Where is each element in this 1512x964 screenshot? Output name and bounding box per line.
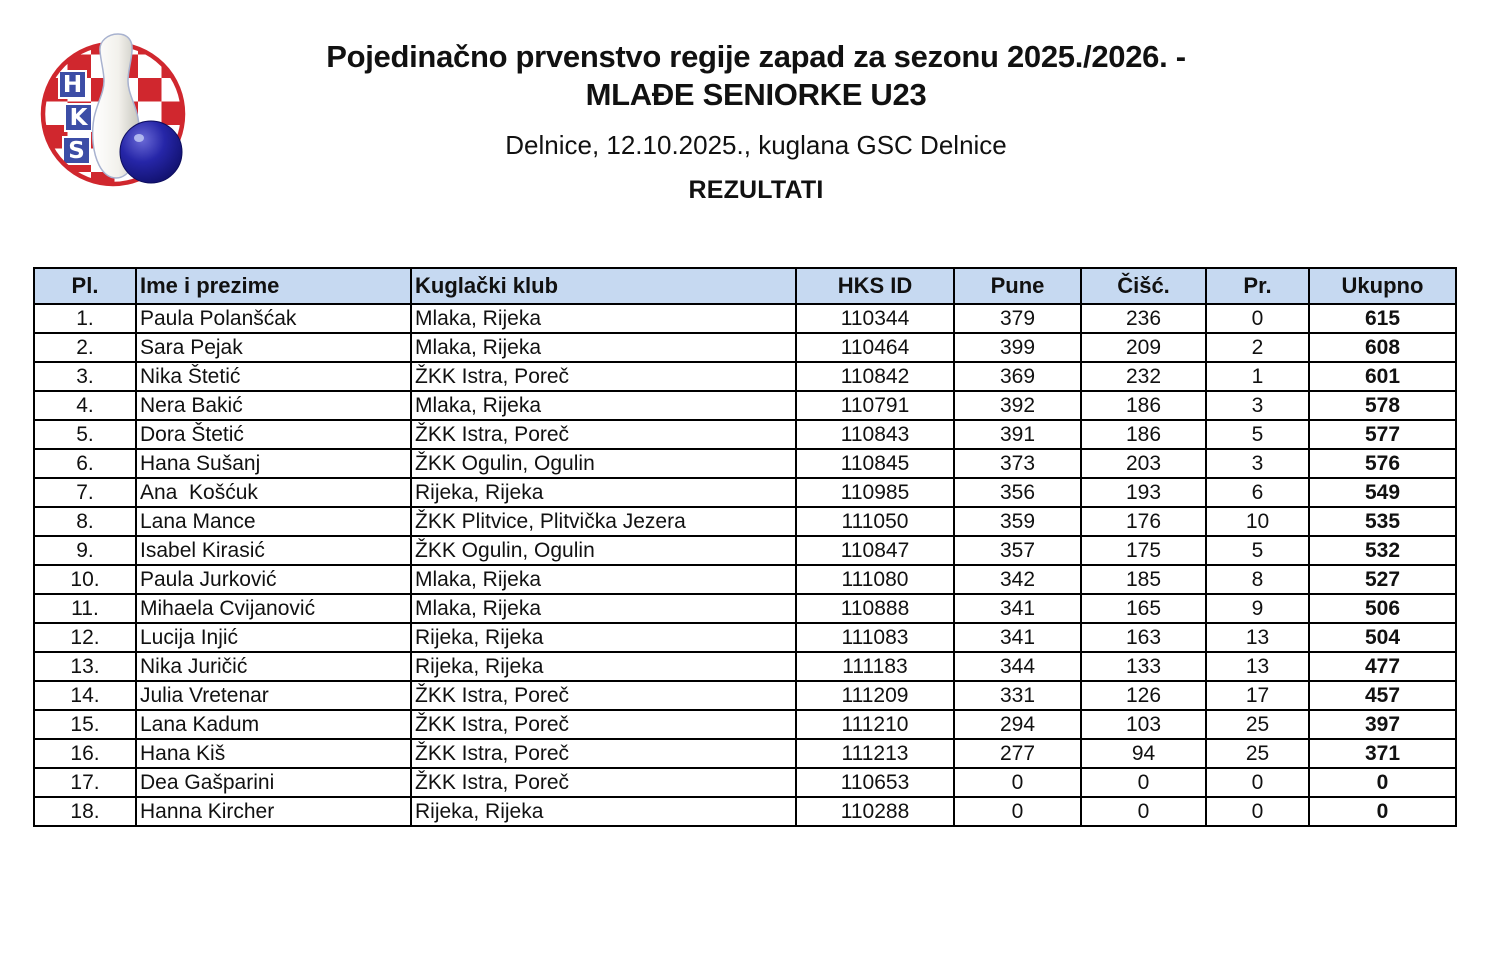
cell-pune: 356 [954, 478, 1081, 507]
cell-club: Rijeka, Rijeka [411, 797, 796, 826]
cell-pune: 294 [954, 710, 1081, 739]
column-header-hks-id: HKS ID [796, 268, 954, 304]
cell-ukupno: 578 [1309, 391, 1456, 420]
cell-cisc: 203 [1081, 449, 1206, 478]
cell-name: Julia Vretenar [136, 681, 411, 710]
cell-club: Rijeka, Rijeka [411, 623, 796, 652]
cell-pr: 3 [1206, 391, 1309, 420]
table-row [34, 768, 1456, 797]
table-row [34, 594, 1456, 623]
cell-club: Mlaka, Rijeka [411, 594, 796, 623]
table-row [34, 507, 1456, 536]
cell-cisc: 133 [1081, 652, 1206, 681]
cell-ukupno: 615 [1309, 304, 1456, 333]
cell-ukupno: 0 [1309, 768, 1456, 797]
cell-pr: 25 [1206, 710, 1309, 739]
cell-name: Nika Štetić [136, 362, 411, 391]
logo-letter-s: S [68, 138, 85, 164]
cell-name: Lucija Injić [136, 623, 411, 652]
cell-ukupno: 457 [1309, 681, 1456, 710]
cell-club: ŽKK Ogulin, Ogulin [411, 536, 796, 565]
column-header-cisc: Čišć. [1081, 268, 1206, 304]
cell-ukupno: 527 [1309, 565, 1456, 594]
cell-cisc: 193 [1081, 478, 1206, 507]
cell-place: 17. [34, 768, 136, 797]
cell-name: Sara Pejak [136, 333, 411, 362]
cell-place: 1. [34, 304, 136, 333]
table-row [34, 304, 1456, 333]
cell-hks-id: 111050 [796, 507, 954, 536]
cell-cisc: 165 [1081, 594, 1206, 623]
cell-pr: 2 [1206, 333, 1309, 362]
cell-club: Rijeka, Rijeka [411, 652, 796, 681]
cell-club: ŽKK Istra, Poreč [411, 681, 796, 710]
cell-pr: 8 [1206, 565, 1309, 594]
table-row [34, 333, 1456, 362]
cell-club: ŽKK Ogulin, Ogulin [411, 449, 796, 478]
cell-club: ŽKK Istra, Poreč [411, 362, 796, 391]
section-title: REZULTATI [688, 175, 824, 204]
cell-ukupno: 397 [1309, 710, 1456, 739]
cell-hks-id: 110653 [796, 768, 954, 797]
cell-ukupno: 477 [1309, 652, 1456, 681]
cell-ukupno: 601 [1309, 362, 1456, 391]
cell-club: ŽKK Istra, Poreč [411, 420, 796, 449]
cell-hks-id: 110791 [796, 391, 954, 420]
cell-pr: 0 [1206, 768, 1309, 797]
cell-cisc: 175 [1081, 536, 1206, 565]
cell-cisc: 0 [1081, 768, 1206, 797]
cell-ukupno: 371 [1309, 739, 1456, 768]
cell-ukupno: 549 [1309, 478, 1456, 507]
cell-hks-id: 111183 [796, 652, 954, 681]
table-row [34, 362, 1456, 391]
cell-pune: 344 [954, 652, 1081, 681]
cell-pune: 359 [954, 507, 1081, 536]
cell-ukupno: 608 [1309, 333, 1456, 362]
table-row [34, 681, 1456, 710]
cell-pr: 6 [1206, 478, 1309, 507]
page-title-line1: Pojedinačno prvenstvo regije zapad za sezonu 2025./2026. - [326, 39, 1186, 74]
cell-name: Paula Jurković [136, 565, 411, 594]
cell-pr: 25 [1206, 739, 1309, 768]
cell-hks-id: 111209 [796, 681, 954, 710]
cell-pr: 3 [1206, 449, 1309, 478]
cell-pune: 0 [954, 768, 1081, 797]
cell-name: Dea Gašparini [136, 768, 411, 797]
cell-pune: 277 [954, 739, 1081, 768]
cell-place: 14. [34, 681, 136, 710]
page-title-line2: MLAĐE SENIORKE U23 [585, 76, 927, 112]
cell-pr: 10 [1206, 507, 1309, 536]
cell-pune: 379 [954, 304, 1081, 333]
cell-club: ŽKK Istra, Poreč [411, 768, 796, 797]
cell-hks-id: 111210 [796, 710, 954, 739]
cell-club: Mlaka, Rijeka [411, 304, 796, 333]
cell-hks-id: 110985 [796, 478, 954, 507]
cell-cisc: 94 [1081, 739, 1206, 768]
cell-name: Nika Juričić [136, 652, 411, 681]
cell-name: Lana Mance [136, 507, 411, 536]
cell-ukupno: 576 [1309, 449, 1456, 478]
table-row [34, 739, 1456, 768]
column-header-ukupno: Ukupno [1309, 268, 1456, 304]
cell-pune: 342 [954, 565, 1081, 594]
cell-cisc: 186 [1081, 420, 1206, 449]
cell-place: 8. [34, 507, 136, 536]
table-header-row [34, 268, 1456, 304]
column-header-pr: Pr. [1206, 268, 1309, 304]
cell-hks-id: 110842 [796, 362, 954, 391]
cell-place: 3. [34, 362, 136, 391]
column-header-name: Ime i prezime [136, 268, 411, 304]
cell-cisc: 163 [1081, 623, 1206, 652]
cell-pr: 0 [1206, 797, 1309, 826]
table-row [34, 478, 1456, 507]
cell-club: ŽKK Plitvice, Plitvička Jezera [411, 507, 796, 536]
cell-pr: 0 [1206, 304, 1309, 333]
cell-place: 10. [34, 565, 136, 594]
table-row [34, 797, 1456, 826]
cell-hks-id: 110344 [796, 304, 954, 333]
cell-cisc: 185 [1081, 565, 1206, 594]
cell-pune: 399 [954, 333, 1081, 362]
cell-cisc: 103 [1081, 710, 1206, 739]
cell-hks-id: 111080 [796, 565, 954, 594]
cell-name: Mihaela Cvijanović [136, 594, 411, 623]
cell-pune: 391 [954, 420, 1081, 449]
cell-ukupno: 577 [1309, 420, 1456, 449]
cell-cisc: 209 [1081, 333, 1206, 362]
cell-name: Lana Kadum [136, 710, 411, 739]
cell-club: Rijeka, Rijeka [411, 478, 796, 507]
cell-place: 16. [34, 739, 136, 768]
cell-ukupno: 0 [1309, 797, 1456, 826]
cell-pr: 1 [1206, 362, 1309, 391]
column-header-pune: Pune [954, 268, 1081, 304]
table-row [34, 623, 1456, 652]
cell-name: Ana Košćuk [136, 478, 411, 507]
cell-place: 13. [34, 652, 136, 681]
cell-ukupno: 532 [1309, 536, 1456, 565]
cell-pune: 369 [954, 362, 1081, 391]
cell-pune: 341 [954, 594, 1081, 623]
cell-cisc: 232 [1081, 362, 1206, 391]
cell-cisc: 0 [1081, 797, 1206, 826]
cell-pr: 13 [1206, 652, 1309, 681]
cell-place: 12. [34, 623, 136, 652]
cell-pune: 392 [954, 391, 1081, 420]
cell-place: 9. [34, 536, 136, 565]
results-table [33, 267, 1457, 827]
cell-hks-id: 110847 [796, 536, 954, 565]
cell-club: Mlaka, Rijeka [411, 391, 796, 420]
column-header-place: Pl. [34, 268, 136, 304]
table-row [34, 391, 1456, 420]
cell-cisc: 126 [1081, 681, 1206, 710]
cell-hks-id: 110464 [796, 333, 954, 362]
cell-cisc: 236 [1081, 304, 1206, 333]
table-row [34, 565, 1456, 594]
cell-place: 4. [34, 391, 136, 420]
table-row [34, 710, 1456, 739]
cell-club: ŽKK Istra, Poreč [411, 739, 796, 768]
event-subtitle: Delnice, 12.10.2025., kuglana GSC Delnice [505, 129, 1007, 160]
cell-place: 6. [34, 449, 136, 478]
cell-ukupno: 506 [1309, 594, 1456, 623]
logo-letter-h: H [62, 72, 83, 98]
table-row [34, 536, 1456, 565]
cell-ukupno: 535 [1309, 507, 1456, 536]
cell-place: 5. [34, 420, 136, 449]
cell-pr: 5 [1206, 536, 1309, 565]
cell-pr: 9 [1206, 594, 1309, 623]
cell-hks-id: 110845 [796, 449, 954, 478]
cell-name: Nera Bakić [136, 391, 411, 420]
cell-name: Isabel Kirasić [136, 536, 411, 565]
cell-name: Hana Sušanj [136, 449, 411, 478]
cell-pune: 357 [954, 536, 1081, 565]
page-title [0, 38, 1512, 114]
cell-hks-id: 110288 [796, 797, 954, 826]
cell-name: Hana Kiš [136, 739, 411, 768]
column-header-club: Kuglački klub [411, 268, 796, 304]
cell-club: Mlaka, Rijeka [411, 565, 796, 594]
cell-pr: 17 [1206, 681, 1309, 710]
cell-ukupno: 504 [1309, 623, 1456, 652]
cell-hks-id: 111213 [796, 739, 954, 768]
results-tbody [34, 304, 1456, 826]
cell-name: Hanna Kircher [136, 797, 411, 826]
cell-pune: 341 [954, 623, 1081, 652]
header-block [0, 38, 1512, 205]
cell-pune: 331 [954, 681, 1081, 710]
cell-name: Paula Polanšćak [136, 304, 411, 333]
cell-place: 15. [34, 710, 136, 739]
cell-place: 2. [34, 333, 136, 362]
cell-hks-id: 110888 [796, 594, 954, 623]
cell-place: 18. [34, 797, 136, 826]
cell-club: Mlaka, Rijeka [411, 333, 796, 362]
cell-pune: 373 [954, 449, 1081, 478]
cell-name: Dora Štetić [136, 420, 411, 449]
cell-club: ŽKK Istra, Poreč [411, 710, 796, 739]
table-row [34, 420, 1456, 449]
cell-cisc: 176 [1081, 507, 1206, 536]
cell-place: 7. [34, 478, 136, 507]
cell-cisc: 186 [1081, 391, 1206, 420]
cell-place: 11. [34, 594, 136, 623]
cell-hks-id: 111083 [796, 623, 954, 652]
cell-pune: 0 [954, 797, 1081, 826]
cell-hks-id: 110843 [796, 420, 954, 449]
logo-letter-k: K [69, 105, 88, 131]
table-row [34, 652, 1456, 681]
table-row [34, 449, 1456, 478]
cell-pr: 13 [1206, 623, 1309, 652]
cell-pr: 5 [1206, 420, 1309, 449]
